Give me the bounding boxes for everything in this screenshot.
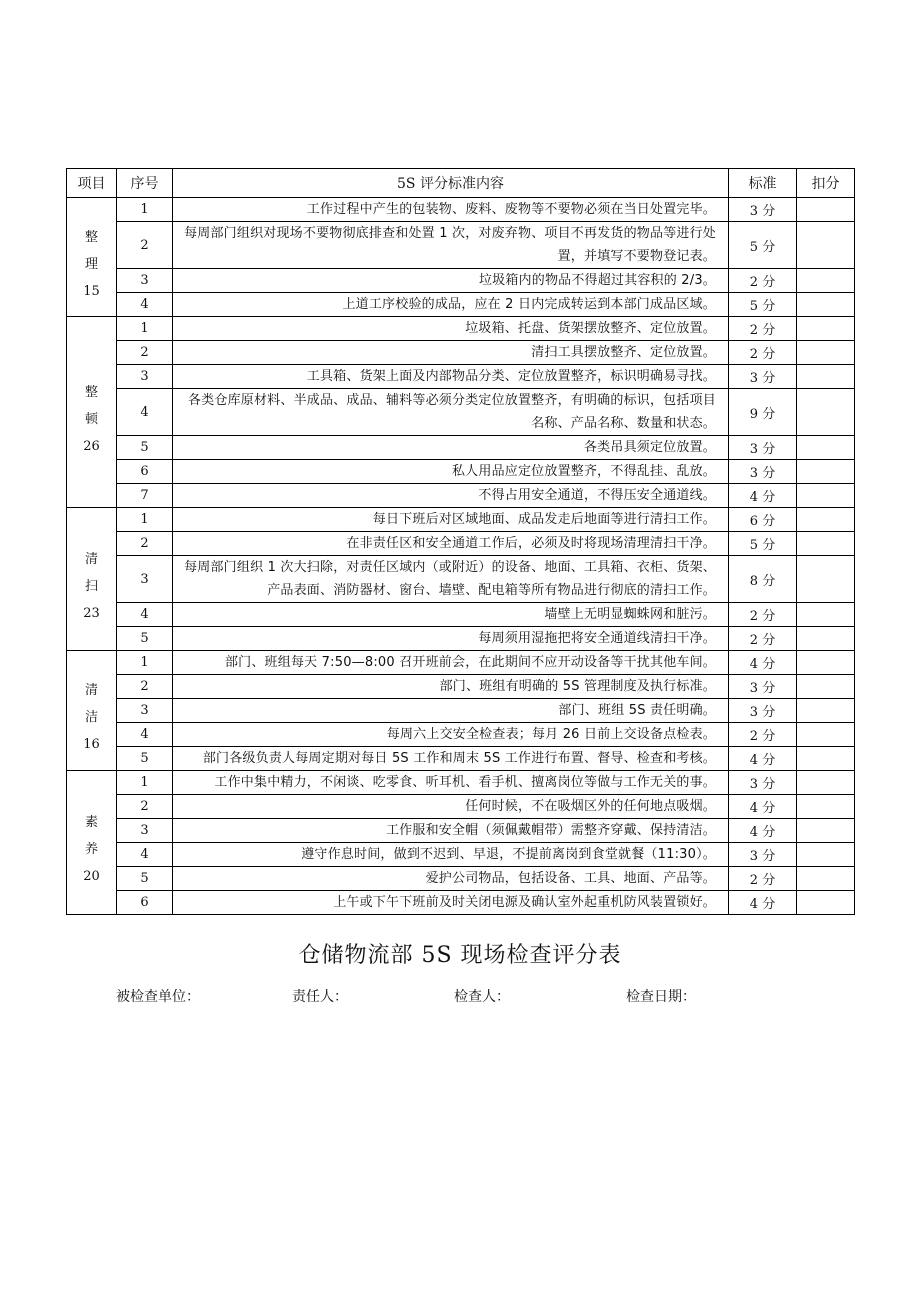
table-row (67, 747, 855, 771)
table-row (67, 532, 855, 556)
seq-cell: 4 (117, 843, 173, 867)
standard-points-cell: 4 分 (729, 891, 797, 915)
table-row (67, 699, 855, 723)
table-row (67, 675, 855, 699)
deduction-input-cell[interactable] (797, 723, 855, 747)
standard-points-cell: 4 分 (729, 819, 797, 843)
category-cell (67, 651, 117, 771)
criteria-cell: 爱护公司物品，包括设备、工具、地面、产品等。 (173, 867, 729, 891)
category-char: 整 (84, 384, 98, 400)
table-row (67, 723, 855, 747)
standard-points-cell: 3 分 (729, 460, 797, 484)
category-cell (67, 198, 117, 317)
standard-points-cell: 2 分 (729, 867, 797, 891)
standard-points-cell: 3 分 (729, 365, 797, 389)
category-char: 清 (84, 683, 98, 698)
seq-cell: 3 (117, 365, 173, 389)
criteria-cell: 工具箱、货架上面及内部物品分类、定位放置整齐，标识明确易寻找。 (173, 365, 729, 389)
criteria-cell: 工作中集中精力，不闲谈、吃零食、听耳机、看手机、擅离岗位等做与工作无关的事。 (173, 771, 729, 795)
seq-cell: 2 (117, 222, 173, 269)
standard-points-cell: 4 分 (729, 651, 797, 675)
seq-cell: 6 (117, 891, 173, 915)
criteria-cell: 私人用品应定位放置整齐，不得乱挂、乱放。 (173, 460, 729, 484)
criteria-cell: 部门、班组 5S 责任明确。 (173, 699, 729, 723)
criteria-cell: 在非责任区和安全通道工作后，必须及时将现场清理清扫干净。 (173, 532, 729, 556)
header-deduction: 扣分 (797, 169, 855, 198)
standard-points-cell: 4 分 (729, 795, 797, 819)
criteria-cell: 上道工序校验的成品，应在 2 日内完成转运到本部门成品区域。 (173, 293, 729, 317)
table-row (67, 867, 855, 891)
seq-cell: 2 (117, 795, 173, 819)
inspected-unit-label: 被检查单位： (116, 989, 200, 1005)
criteria-cell: 每周须用湿拖把将安全通道线清扫干净。 (173, 627, 729, 651)
header-content: 5S 评分标准内容 (173, 169, 729, 198)
deduction-input-cell[interactable] (797, 891, 855, 915)
table-row (67, 819, 855, 843)
standard-points-cell: 6 分 (729, 508, 797, 532)
category-cell (67, 508, 117, 651)
criteria-cell: 每周部门组织对现场不要物彻底排查和处置 1 次，对废弃物、项目不再发货的物品等进行处置，并填写不要物登记表。 (173, 222, 729, 269)
criteria-cell: 各类仓库原材料、半成品、成品、辅料等必须分类定位放置整齐，有明确的标识，包括项目名称、产品名称、数量和状态。 (173, 389, 729, 436)
deduction-input-cell[interactable] (797, 867, 855, 891)
standard-points-cell: 2 分 (729, 723, 797, 747)
category-char: 整 (84, 229, 98, 245)
seq-cell: 1 (117, 508, 173, 532)
criteria-cell: 垃圾箱内的物品不得超过其容积的 2/3。 (173, 269, 729, 293)
deduction-input-cell[interactable] (797, 269, 855, 293)
deduction-input-cell[interactable] (797, 699, 855, 723)
deduction-input-cell[interactable] (797, 508, 855, 532)
criteria-cell: 每日下班后对区域地面、成品发走后地面等进行清扫工作。 (173, 508, 729, 532)
standard-points-cell: 5 分 (729, 293, 797, 317)
deduction-input-cell[interactable] (797, 603, 855, 627)
criteria-cell: 清扫工具摆放整齐、定位放置。 (173, 341, 729, 365)
deduction-input-cell[interactable] (797, 198, 855, 222)
deduction-input-cell[interactable] (797, 484, 855, 508)
category-score: 26 (83, 438, 100, 454)
table-row (67, 198, 855, 222)
standard-points-cell: 3 分 (729, 843, 797, 867)
seq-cell: 1 (117, 198, 173, 222)
table-row (67, 603, 855, 627)
criteria-cell: 部门、班组每天 7:50—8:00 召开班前会，在此期间不应开动设备等干扰其他车间。 (173, 651, 729, 675)
seq-cell: 4 (117, 723, 173, 747)
criteria-cell: 每周六上交安全检查表；每月 26 日前上交设备点检表。 (173, 723, 729, 747)
standard-points-cell: 2 分 (729, 603, 797, 627)
seq-cell: 2 (117, 341, 173, 365)
deduction-input-cell[interactable] (797, 675, 855, 699)
table-header-row (67, 169, 855, 198)
standard-points-cell: 8 分 (729, 556, 797, 603)
criteria-cell: 任何时候，不在吸烟区外的任何地点吸烟。 (173, 795, 729, 819)
standard-points-cell: 2 分 (729, 627, 797, 651)
category-score: 16 (83, 737, 100, 752)
deduction-input-cell[interactable] (797, 843, 855, 867)
deduction-input-cell[interactable] (797, 627, 855, 651)
deduction-input-cell[interactable] (797, 317, 855, 341)
deduction-input-cell[interactable] (797, 556, 855, 603)
seq-cell: 4 (117, 389, 173, 436)
category-score: 20 (83, 869, 100, 884)
deduction-input-cell[interactable] (797, 532, 855, 556)
header-standard: 标准 (729, 169, 797, 198)
seq-cell: 1 (117, 771, 173, 795)
standard-points-cell: 9 分 (729, 389, 797, 436)
category-char: 洁 (84, 710, 98, 725)
seq-cell: 4 (117, 293, 173, 317)
seq-cell: 5 (117, 436, 173, 460)
category-char: 素 (84, 815, 98, 830)
criteria-cell: 各类吊具须定位放置。 (173, 436, 729, 460)
category-char: 扫 (84, 578, 98, 594)
table-row (67, 484, 855, 508)
inspection-date-label: 检查日期： (626, 989, 696, 1005)
standard-points-cell: 3 分 (729, 771, 797, 795)
standard-points-cell: 3 分 (729, 436, 797, 460)
deduction-input-cell[interactable] (797, 341, 855, 365)
standard-points-cell: 3 分 (729, 198, 797, 222)
seq-cell: 5 (117, 867, 173, 891)
table-row (67, 771, 855, 795)
inspector-label: 检查人： (454, 989, 510, 1005)
header-seq: 序号 (117, 169, 173, 198)
responsible-person-label: 责任人： (292, 989, 348, 1005)
table-row (67, 843, 855, 867)
score-table (66, 168, 855, 915)
table-row (67, 556, 855, 603)
standard-points-cell: 4 分 (729, 747, 797, 771)
category-char: 清 (84, 551, 98, 567)
standard-points-cell: 5 分 (729, 222, 797, 269)
table-row (67, 389, 855, 436)
criteria-cell: 工作服和安全帽（须佩戴帽带）需整齐穿戴、保持清洁。 (173, 819, 729, 843)
deduction-input-cell[interactable] (797, 389, 855, 436)
criteria-cell: 上午或下午下班前及时关闭电源及确认室外起重机防风装置锁好。 (173, 891, 729, 915)
standard-points-cell: 2 分 (729, 317, 797, 341)
table-row (67, 293, 855, 317)
seq-cell: 3 (117, 819, 173, 843)
seq-cell: 3 (117, 699, 173, 723)
seq-cell: 7 (117, 484, 173, 508)
seq-cell: 6 (117, 460, 173, 484)
standard-points-cell: 2 分 (729, 269, 797, 293)
criteria-cell: 墙壁上无明显蜘蛛网和脏污。 (173, 603, 729, 627)
table-row (67, 317, 855, 341)
table-row (67, 365, 855, 389)
criteria-cell: 垃圾箱、托盘、货架摆放整齐、定位放置。 (173, 317, 729, 341)
deduction-input-cell[interactable] (797, 651, 855, 675)
standard-points-cell: 2 分 (729, 341, 797, 365)
table-row (67, 269, 855, 293)
standard-points-cell: 5 分 (729, 532, 797, 556)
seq-cell: 3 (117, 269, 173, 293)
table-row (67, 460, 855, 484)
table-row (67, 508, 855, 532)
seq-cell: 3 (117, 556, 173, 603)
seq-cell: 4 (117, 603, 173, 627)
page-title: 仓储物流部 5S 现场检查评分表 (298, 943, 622, 968)
criteria-cell: 部门各级负责人每周定期对每日 5S 工作和周末 5S 工作进行布置、督导、检查和考核。 (173, 747, 729, 771)
category-cell (67, 771, 117, 915)
deduction-input-cell[interactable] (797, 771, 855, 795)
category-cell (67, 317, 117, 508)
category-char: 顿 (84, 411, 98, 427)
table-row (67, 627, 855, 651)
table-body (67, 198, 855, 915)
table-row (67, 651, 855, 675)
seq-cell: 5 (117, 627, 173, 651)
table-row (67, 795, 855, 819)
category-score: 23 (83, 605, 100, 621)
deduction-input-cell[interactable] (797, 222, 855, 269)
criteria-cell: 部门、班组有明确的 5S 管理制度及执行标准。 (173, 675, 729, 699)
seq-cell: 5 (117, 747, 173, 771)
seq-cell: 2 (117, 532, 173, 556)
deduction-input-cell[interactable] (797, 747, 855, 771)
criteria-cell: 工作过程中产生的包装物、废料、废物等不要物必须在当日处置完毕。 (173, 198, 729, 222)
standard-points-cell: 4 分 (729, 484, 797, 508)
header-category: 项目 (67, 169, 117, 198)
criteria-cell: 遵守作息时间，做到不迟到、早退，不提前离岗到食堂就餐（11:30）。 (173, 843, 729, 867)
deduction-input-cell[interactable] (797, 365, 855, 389)
criteria-cell: 每周部门组织 1 次大扫除，对责任区域内（或附近）的设备、地面、工具箱、衣柜、货架、产品表面、消防器材、窗台、墙壁、配电箱等所有物品进行彻底的清扫工作。 (173, 556, 729, 603)
deduction-input-cell[interactable] (797, 460, 855, 484)
standard-points-cell: 3 分 (729, 699, 797, 723)
seq-cell: 1 (117, 651, 173, 675)
table-row (67, 341, 855, 365)
table-row (67, 222, 855, 269)
table-row (67, 436, 855, 460)
seq-cell: 1 (117, 317, 173, 341)
deduction-input-cell[interactable] (797, 293, 855, 317)
category-char: 理 (84, 256, 98, 272)
standard-points-cell: 3 分 (729, 675, 797, 699)
deduction-input-cell[interactable] (797, 795, 855, 819)
seq-cell: 2 (117, 675, 173, 699)
deduction-input-cell[interactable] (797, 436, 855, 460)
criteria-cell: 不得占用安全通道，不得压安全通道线。 (173, 484, 729, 508)
deduction-input-cell[interactable] (797, 819, 855, 843)
category-char: 养 (84, 842, 98, 857)
category-score: 15 (83, 283, 100, 299)
table-row (67, 891, 855, 915)
